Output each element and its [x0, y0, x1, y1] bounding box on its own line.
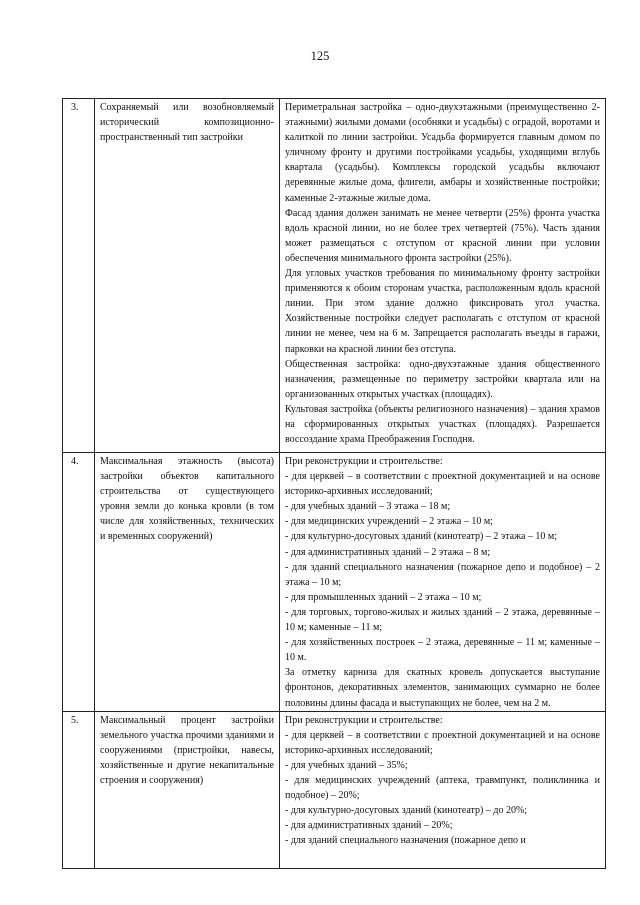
row-number: 3. — [63, 99, 95, 453]
regulations-table — [62, 98, 606, 869]
paragraph: Культовая застройка (объекты религиозного назначения) – здания храмов на сформированных открытых участках (площадях). Разрешается воссоздание храма Преображения Господня. — [285, 403, 600, 446]
parameter-value — [280, 711, 606, 868]
list-item: - для медицинских учреждений (аптека, травмпункт, поликлиника и подобное) – 20%; — [285, 774, 600, 802]
list-item: - для медицинских учреждений – 2 этажа – 10 м; — [285, 516, 493, 528]
list-item: - для административных зданий – 2 этажа – 8 м; — [285, 546, 491, 558]
list-item: - для культурно-досуговых зданий (кинотеатр) – 2 этажа – 10 м; — [285, 531, 558, 543]
table-row — [63, 99, 606, 453]
list-item: - для зданий специального назначения (пожарное депо и подобное) – 2 этажа – 10 м; — [285, 561, 600, 588]
parameter-name: Максимальная этажность (высота) застройки объектов капитального строительства от существующего уровня земли до конька кровли (в том числе для хозяйственных, технических и временных сооружений) — [95, 453, 280, 712]
paragraph: Фасад здания должен занимать не менее четверти (25%) фронта участка вдоль красной линии, но не более трех четвертей (75%). Часть здания может размещаться с отступом от красной линии при условии обеспечения минимального фронта застройки (25%). — [285, 207, 600, 264]
list-item: - для учебных зданий – 35%; — [285, 759, 408, 771]
paragraph: Периметральная застройка – одно-двухэтажными (преимущественно 2-этажными) жилыми домами (особняки и усадьбы) с оградой, воротами и калиткой по линии застройки. Усадьба формируется главным домом по уличному фронту и другими постройками усадьбы, уходящими вглубь квартала (усадьбы). Комплексы городской усадьбы включают деревянные жилые дома, флигели, амбары и хозяйственные постройки; каменные 2-этажные жилые дома. — [285, 102, 600, 204]
list-item: - для хозяйственных построек – 2 этажа, деревянные – 11 м; каменные – 10 м. — [285, 637, 600, 664]
parameter-name: Максимальный процент застройки земельного участка прочими зданиями и сооружениями (пристройки, навесы, хозяйственные и другие некапитальные строения и сооружения) — [95, 711, 280, 868]
page-number: 125 — [310, 49, 330, 63]
parameter-value — [280, 453, 606, 712]
list-item: - для административных зданий – 20%; — [285, 820, 453, 832]
table-row — [63, 711, 606, 868]
paragraph: При реконструкции и строительстве: — [285, 714, 443, 726]
list-item: - для торговых, торгово-жилых и жилых зданий – 2 этажа, деревянные – 10 м; каменные – 11 м; — [285, 606, 600, 634]
parameter-name: Сохраняемый или возобновляемый исторический композиционно-пространственный тип застройки — [95, 99, 280, 453]
list-item: - для промышленных зданий – 2 этажа – 10 м; — [285, 591, 482, 603]
paragraph: Общественная застройка: одно-двухэтажные здания общественного назначения, размещенные по периметру застройки квартала или на организованных открытых участках (площадях). — [285, 358, 600, 400]
row-number: 5. — [63, 711, 95, 868]
paragraph: За отметку карниза для скатных кровель допускается выступание фронтонов, декоративных элементов, занимающих суммарно не более половины длины фасада и выступающих не более, чем на 2 м. — [285, 667, 600, 709]
list-item: - для зданий специального назначения (пожарное депо и — [285, 835, 526, 847]
row-number: 4. — [63, 453, 95, 712]
paragraph: Для угловых участков требования по минимальному фронту застройки применяются к обоим сторонам участка, расположенным вдоль красной линии. При этом здание должно фиксировать угол участка. Хозяйственные постройки следует располагать с отступом от красной линии не менее, чем на 6 м. Запрещается располагать въезды в гаражи, парковки на красной линии без отступа. — [285, 268, 600, 355]
list-item: - для учебных зданий – 3 этажа – 18 м; — [285, 501, 451, 513]
paragraph: При реконструкции и строительстве: — [285, 456, 443, 467]
list-item: - для церквей – в соответствии с проектной документацией и на основе историко-архивных исследований; — [285, 729, 600, 756]
list-item: - для культурно-досуговых зданий (кинотеатр) – до 20%; — [285, 805, 528, 817]
table-row — [63, 453, 606, 712]
list-item: - для церквей – в соответствии с проектной документацией и на основе историко-архивных исследований; — [285, 471, 600, 498]
parameter-value — [280, 99, 606, 453]
